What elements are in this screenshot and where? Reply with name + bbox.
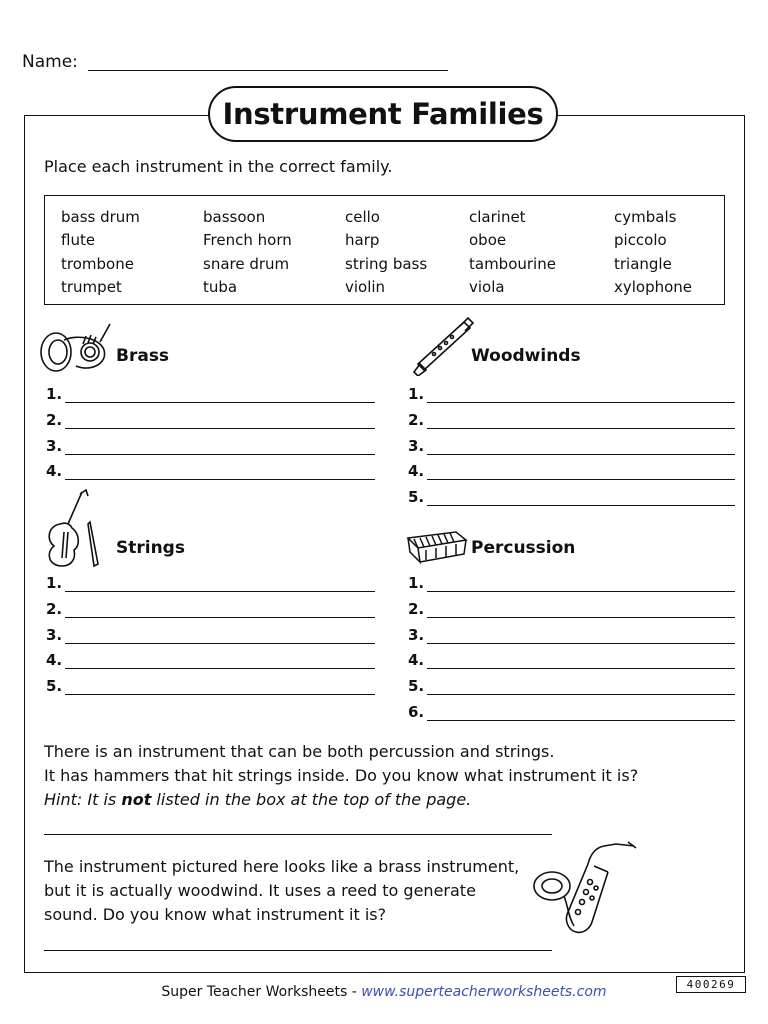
- answer-number: 3.: [408, 625, 425, 644]
- worksheet-code: 400269: [676, 976, 746, 993]
- word-bank-item: triangle: [614, 255, 672, 273]
- answer-line[interactable]: [427, 591, 735, 592]
- answer-line[interactable]: [427, 454, 735, 455]
- answer-line[interactable]: [427, 402, 735, 403]
- question-sax-line-3: sound. Do you know what instrument it is?: [44, 905, 387, 924]
- word-bank-item: French horn: [203, 231, 292, 249]
- recorder-icon: [410, 314, 476, 376]
- word-bank-item: piccolo: [614, 231, 667, 249]
- word-bank: [44, 195, 725, 305]
- section-title-woodwinds: Woodwinds: [471, 346, 581, 366]
- answer-number: 2.: [408, 599, 425, 618]
- strings-answer-row: [46, 574, 376, 596]
- word-bank-item: trombone: [61, 255, 134, 273]
- strings-answer-row: [46, 600, 376, 622]
- answer-number: 1.: [46, 385, 63, 403]
- answer-line[interactable]: [65, 668, 375, 669]
- answer-line-saxophone[interactable]: [44, 950, 552, 951]
- answer-number: 4.: [46, 462, 63, 481]
- footer-separator: -: [347, 984, 362, 1000]
- answer-line[interactable]: [427, 643, 735, 644]
- brass-answer-row: [46, 462, 376, 484]
- percussion-answer-row: [408, 626, 736, 648]
- answer-number: 3.: [46, 436, 63, 455]
- word-bank-item: flute: [61, 231, 96, 249]
- answer-line[interactable]: [427, 694, 735, 695]
- word-bank-item: bassoon: [203, 208, 266, 226]
- answer-line[interactable]: [65, 591, 375, 592]
- hint-emphasis: not: [121, 790, 152, 809]
- question-piano-line-1: There is an instrument that can be both percussion and strings.: [44, 742, 555, 761]
- word-bank-item: snare drum: [203, 255, 290, 273]
- french-horn-icon: [38, 320, 118, 376]
- percussion-answer-row: [408, 651, 736, 673]
- page-title-text: Instrument Families: [222, 97, 544, 131]
- answer-line[interactable]: [65, 454, 375, 455]
- answer-line[interactable]: [427, 479, 735, 480]
- footer-url[interactable]: www.superteacherworksheets.com: [361, 984, 607, 1000]
- answer-line[interactable]: [65, 694, 375, 695]
- question-piano: [44, 740, 638, 812]
- word-bank-item: viola: [469, 278, 505, 296]
- word-bank-item: clarinet: [469, 208, 526, 226]
- footer-brand: Super Teacher Worksheets: [161, 984, 348, 1000]
- brass-answer-row: [46, 385, 376, 407]
- answer-number: 6.: [408, 703, 425, 721]
- answer-line[interactable]: [427, 617, 735, 618]
- percussion-answer-row: [408, 574, 736, 596]
- answer-line[interactable]: [65, 643, 375, 644]
- woodwinds-answer-row: [408, 437, 736, 459]
- answer-line[interactable]: [427, 720, 735, 721]
- answer-number: 5.: [408, 677, 425, 696]
- xylophone-icon: [406, 526, 468, 566]
- answer-number: 1.: [46, 574, 63, 592]
- brass-answer-row: [46, 437, 376, 459]
- woodwinds-answer-row: [408, 385, 736, 407]
- answer-line[interactable]: [65, 428, 375, 429]
- answer-line[interactable]: [427, 505, 735, 506]
- answer-line-piano[interactable]: [44, 834, 552, 835]
- answer-number: 5.: [408, 488, 425, 507]
- answer-line[interactable]: [65, 617, 375, 618]
- answer-number: 1.: [408, 385, 425, 403]
- answer-line[interactable]: [65, 479, 375, 480]
- word-bank-item: tambourine: [469, 255, 556, 273]
- answer-number: 1.: [408, 574, 425, 592]
- word-bank-item: cello: [345, 208, 380, 226]
- question-sax-line-2: but it is actually woodwind. It uses a reed to generate: [44, 881, 476, 900]
- word-bank-item: violin: [345, 278, 386, 296]
- question-sax-line-1: The instrument pictured here looks like a brass instrument,: [44, 857, 520, 876]
- answer-number: 2.: [46, 410, 63, 429]
- word-bank-item: trumpet: [61, 278, 122, 296]
- question-piano-line-2: It has hammers that hit strings inside. Do you know what instrument it is?: [44, 766, 639, 785]
- strings-answer-row: [46, 677, 376, 699]
- violin-icon: [42, 488, 102, 570]
- section-title-brass: Brass: [116, 346, 170, 366]
- answer-number: 3.: [408, 436, 425, 455]
- question-piano-hint: [44, 788, 638, 812]
- word-bank-item: bass drum: [61, 208, 140, 226]
- word-bank-item: harp: [345, 231, 380, 249]
- page-title: [208, 86, 558, 142]
- strings-answer-row: [46, 651, 376, 673]
- percussion-answer-row: [408, 600, 736, 622]
- woodwinds-answer-row: [408, 488, 736, 510]
- answer-number: 4.: [46, 651, 63, 670]
- question-saxophone: [44, 855, 519, 927]
- word-bank-item: tuba: [203, 278, 238, 296]
- word-bank-item: oboe: [469, 231, 507, 249]
- strings-answer-row: [46, 626, 376, 648]
- woodwinds-answer-row: [408, 411, 736, 433]
- word-bank-item: cymbals: [614, 208, 677, 226]
- instructions: Place each instrument in the correct family.: [44, 157, 393, 176]
- saxophone-icon: [524, 836, 640, 942]
- answer-number: 4.: [408, 651, 425, 670]
- name-label: Name:: [22, 52, 78, 72]
- word-bank-item: string bass: [345, 255, 428, 273]
- percussion-answer-row: [408, 677, 736, 699]
- footer: [0, 984, 768, 1000]
- word-bank-item: xylophone: [614, 278, 693, 296]
- section-title-percussion: Percussion: [471, 538, 576, 558]
- percussion-answer-row: [408, 703, 736, 725]
- answer-number: 5.: [46, 677, 63, 696]
- section-title-strings: Strings: [116, 538, 185, 558]
- hint-prefix: Hint: It is: [44, 790, 122, 809]
- answer-number: 2.: [408, 410, 425, 429]
- answer-line[interactable]: [427, 428, 735, 429]
- answer-number: 3.: [46, 625, 63, 644]
- name-answer-line[interactable]: [88, 70, 448, 71]
- hint-suffix: listed in the box at the top of the page.: [151, 790, 472, 809]
- answer-number: 2.: [46, 599, 63, 618]
- woodwinds-answer-row: [408, 462, 736, 484]
- answer-number: 4.: [408, 462, 425, 481]
- brass-answer-row: [46, 411, 376, 433]
- answer-line[interactable]: [65, 402, 375, 403]
- answer-line[interactable]: [427, 668, 735, 669]
